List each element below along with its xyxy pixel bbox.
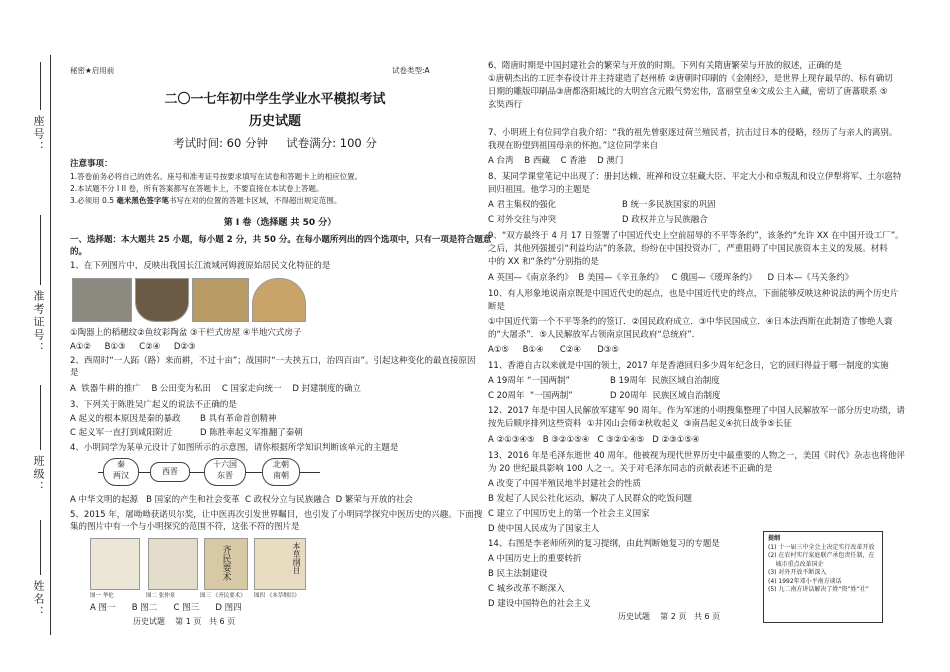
question-9-cont-2: 中的 XX 和“条约”分别指的是 (488, 257, 599, 267)
question-10-cont: 断是 (488, 302, 506, 312)
question-14: 14、右图是李老师所列的复习提纲，由此判断她复习的专题是 (488, 539, 720, 549)
question-5-cont: 集的图片中有一个与小明探究的范围不符，这张不符的图片是 (70, 522, 300, 532)
q3-option-b: B 具有革命首创精神 (200, 414, 277, 424)
q8-option-a: A 君主集权的强化 (488, 200, 557, 210)
q14-option-d: D 建设中国特色的社会主义 (488, 599, 591, 609)
q5-image-qimin-yaoshu: 齐民要术 (204, 538, 248, 590)
question-7-cont: 我现在盼望到祖国母亲的怀抱。”这位同学来自 (488, 141, 659, 151)
question-5: 5、2015 年，屠呦呦获诺贝尔奖，让中医再次引发世界瞩目，也引发了小明同学探究中医历史的兴趣。下面搜 (70, 510, 483, 520)
seat-label: 座号： (32, 115, 45, 154)
question-8: 8、某同学课堂笔记中出现了：册封达赖、班禅和设立驻藏大臣、平定大小和卓叛乱和设立伊犁将军、土尔扈特 (488, 172, 902, 182)
exam-number-label: 准考证号： (32, 290, 45, 355)
outline-item-5: (5) 九二南方讲话解决了姓“资”姓“社” (768, 586, 869, 593)
question-1: 1、在下列图片中，反映出我国长江流域河姆渡原始居民文化特征的是 (70, 261, 331, 271)
footer-page-1: 历史试题 第 1 页 共 6 页 (133, 617, 236, 626)
q1-image-2 (135, 278, 189, 322)
question-10: 10、有人形象地说南京既是中国近代史的起点，也是中国近代史的终点，下面能够反映这种说法的两个历史片 (488, 289, 899, 299)
q5-caption-2: 图二 张仲景 (146, 593, 176, 599)
outline-item-2-cont: 城市重点改革国企 (768, 560, 824, 568)
question-13: 13、2016 年是毛泽东逝世 40 周年。他被视为现代世界历史中最重要的人物之一，美国《时代》杂志也将他评 (488, 451, 905, 461)
outline-item-2: (2) 在农村实行家庭联产承包责任制，在 (768, 552, 875, 559)
question-4: 4、小明同学为某单元设计了如图所示的示意图，请你根据所学知识判断该单元的主题是 (70, 443, 399, 453)
section-intro: 一、选择题：本大题共 25 小题，每小题 2 分，共 50 分。在每小题所列出的四个选项中，只有一项是符合题意 (70, 235, 492, 245)
q1-image-1 (72, 278, 132, 322)
q14-option-c: C 城乡改革不断深入 (488, 584, 565, 594)
q11-option-d: D 20周年 民族区域自治制度 (610, 391, 721, 401)
exam-time-score: 考试时间: 60 分钟 试卷满分: 100 分 (173, 136, 377, 150)
q8-option-c: C 对外交往与冲突 (488, 215, 557, 225)
question-9: 9、“双方最终于 4 月 17 日签署了中国近代史上空前屈辱的不平等条约”，该条约“允许 XX 在中国开设工厂”。 (488, 231, 904, 241)
q9-options: A 英国—《南京条约》 B 美国—《辛丑条约》 C 俄国—《瑷珲条约》 D 日本—《马关条约》 (488, 273, 854, 283)
q14-option-b: B 民主法制建设 (488, 569, 548, 579)
name-label: 姓名： (32, 580, 45, 619)
q8-option-b: B 统一多民族国家的巩固 (622, 200, 716, 210)
notes-heading: 注意事项： (70, 159, 113, 169)
q5-image-zhang-zhongjing (148, 538, 198, 590)
q14-option-a: A 中国历史上的重要转折 (488, 554, 582, 564)
q2-options: A 铁器牛耕的推广 B 公田变为私田 C 国家走向统一 D 封建制度的确立 (70, 384, 362, 394)
q1-image-3 (192, 278, 249, 322)
section-intro-cont: 的。 (70, 247, 88, 257)
outline-item-3: (3) 对外开放不断深入 (768, 569, 827, 576)
q11-option-c: C 20周年 “一国两制” (488, 391, 573, 401)
q11-option-a: A 19周年 “一国两制” (488, 376, 570, 386)
question-6: 6、隋唐时期是中国封建社会的繁荣与开放的时期。下列有关隋唐繁荣与开放的叙述，正确的是 (488, 61, 842, 71)
q5-answers: A 图一 B 图二 C 图三 D 图四 (90, 603, 242, 613)
q8-option-d: D 政权并立与民族融合 (622, 215, 708, 225)
question-9-cont-1: 之后，其他列强援引“利益均沾”的条款，纷纷在中国投资办厂，严重阻碍了中国民族资本主义的发展。材料 (488, 244, 888, 254)
timeline-node-qin-han: 秦 两汉 (103, 458, 139, 486)
question-12-cont: 按先后顺序排列这些资料 ①井冈山会师②秋收起义 ③南昌起义④抗日战争⑤长征 (488, 419, 792, 429)
question-12: 12、2017 年是中国人民解放军建军 90 周年。作为军迷的小明搜集整理了中国人民解放军一部分历史功绩，请 (488, 406, 905, 416)
q4-options: A 中华文明的起源 B 国家的产生和社会变革 C 政权分立与民族融合 D 繁荣与开放的社会 (70, 495, 413, 505)
q1-image-4 (252, 278, 306, 322)
q3-option-d: D 陈胜率起义军推翻了秦朝 (200, 428, 303, 438)
q6-line-2: 日期的雕版印刷品③唐都洛阳城比的大明宫含元殿气势宏伟，富丽堂皇④文成公主入藏，密切了唐蕃联系 ⑤ (488, 87, 888, 97)
timeline-node-western-jin: 西晋 (150, 462, 190, 482)
review-outline-box (763, 531, 883, 623)
confidential-mark: 秘密★启用前 (70, 66, 115, 75)
note-1: 1.答卷前务必将自己的姓名、座号和准考证号按要求填写在试卷和答题卡上的相应位置。 (70, 172, 363, 181)
paper-type: 试卷类型:A (392, 66, 430, 75)
q5-caption-3: 图三 《齐民要术》 (200, 593, 246, 599)
class-label: 班级： (32, 455, 45, 494)
question-3: 3、下列关于陈胜吴广起义的说法不正确的是 (70, 400, 237, 410)
q6-line-3: 玄奘西行 (488, 100, 523, 110)
q12-answers: A ②①③④⑤ B ③②①⑤④ C ③②①④⑤ D ②③①⑤④ (488, 435, 700, 445)
q3-option-c: C 起义军一直打到咸阳附近 (70, 428, 173, 438)
question-2: 2、西周时“一人跖（路）来而耕，不过十亩”；战国时“一夫挟五口，治四百亩”。引起这种变化的最直接原因 (70, 356, 476, 366)
q13-option-d: D 使中国人民成为了国家主人 (488, 524, 600, 534)
q5-caption-1: 图一 华佗 (90, 593, 114, 599)
note-3: 3.必须用 0.5 毫米黑色签字笔书写在对的位置的答题卡区域，不得超出规定范围。 (70, 196, 342, 205)
question-13-cont: 为 20 世纪最具影响 100 人之一。关于对毛泽东同志的贡献表述不正确的是 (488, 464, 773, 474)
note-2: 2.本试题不分 I II 卷，所有答案都写在答题卡上，不要直接在本试卷上答题。 (70, 184, 324, 193)
exam-subject: 历史试题 (248, 114, 301, 129)
timeline-node-north-south: 北朝 南朝 (262, 458, 300, 486)
q11-option-b: B 19周年 民族区域自治制度 (610, 376, 720, 386)
outline-item-1: (1) 十一届三中全会上决定实行改革开放 (768, 543, 875, 551)
question-7: 7、小明班上有位同学自我介绍：“我的祖先曾驱逐过荷兰殖民者，抗击过日本的侵略，经历了与亲人的离别。 (488, 128, 898, 138)
q13-option-b: B 发起了人民公社化运动，解决了人民群众的吃饭问题 (488, 494, 693, 504)
q1-options: ①陶器上的稻穗纹②鱼纹彩陶盆 ③干栏式房屋 ④半地穴式房子 (70, 328, 302, 338)
section-title: 第 I 卷（选择题 共 50 分） (223, 218, 337, 228)
footer-page-2: 历史试题 第 2 页 共 6 页 (618, 612, 721, 621)
q3-option-a: A 起义的根本原因是秦的暴政 (70, 414, 181, 424)
timeline-node-sixteen-kingdoms: 十六国 东晋 (204, 458, 246, 486)
q7-options: A 台湾 B 西藏 C 香港 D 澳门 (488, 156, 624, 166)
question-8-cont: 回归祖国。他学习的主题是 (488, 185, 591, 195)
q5-caption-4: 图四 《本草纲目》 (254, 593, 300, 599)
outline-title: 提纲 (768, 535, 781, 542)
binding-margin-line (50, 55, 51, 635)
name-blank-line (40, 520, 41, 575)
seat-blank-line (40, 62, 41, 110)
q6-line-1: ①唐朝杰出的工匠李春设计并主持建造了赵州桥 ②唐朝时印刷的《金刚经》，是世界上现存最早的、标有确切 (488, 74, 893, 84)
outline-item-4: (4) 1992年邓小平南方谈话 (768, 577, 842, 585)
class-blank-line (40, 385, 41, 450)
exam-title: 二〇一七年初中学生学业水平模拟考试 (164, 92, 386, 107)
question-11: 11、香港自古以来就是中国的领土，2017 年是香港回归多少周年纪念日，它的回归得益于哪一制度的实施 (488, 361, 889, 371)
q10-line-1: ①中国近代第一个不平等条约的签订．②国民政府成立．③中华民国成立．④日本法西斯在此制造了惨绝人寰 (488, 317, 893, 327)
q10-line-2: 的“大屠杀”．⑤人民解放军占领南京国民政府“总统府”． (488, 330, 701, 340)
question-2-cont: 是 (70, 368, 79, 378)
q5-image-bencao-gangmu: 本草纲目 (254, 538, 306, 590)
exam-number-blank-line (40, 215, 41, 285)
q10-answers: A①⑤ B①④ C②④ D③⑤ (488, 345, 620, 355)
q13-option-a: A 改变了中国半殖民地半封建社会的性质 (488, 479, 642, 489)
q13-option-c: C 建立了中国历史上的第一个社会主义国家 (488, 509, 650, 519)
q5-image-hua-tuo (90, 538, 140, 590)
q1-answers: A①② B①③ C②④ D②③ (70, 342, 196, 352)
